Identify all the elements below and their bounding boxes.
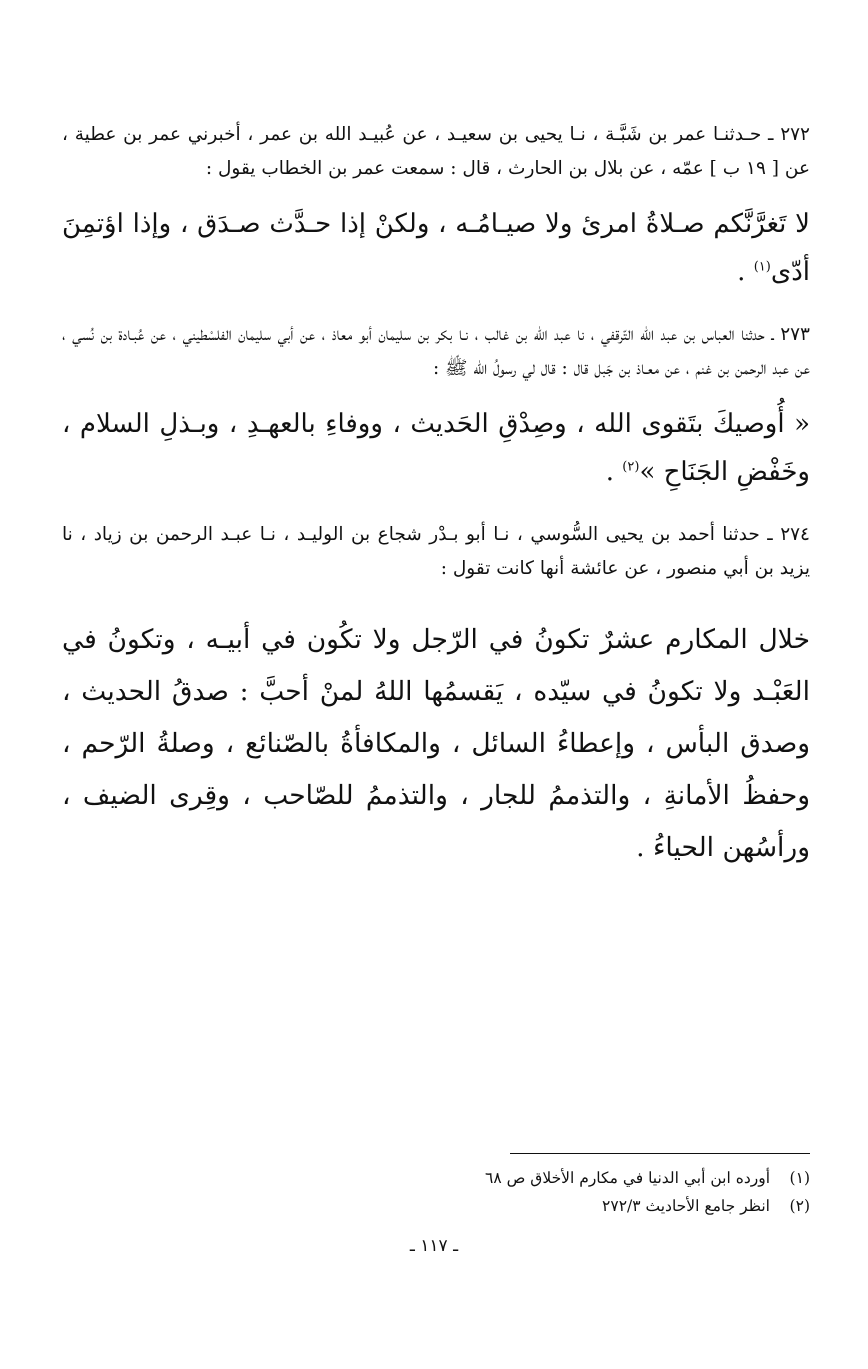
footnote-2-number: (٢)	[789, 1197, 810, 1215]
hadith-272-end: .	[737, 257, 754, 287]
hadith-273-matn: « أُوصيكَ بتَقوى الله ، وصِدْقِ الحَديث ، ووفاءِ بالعهـدِ ، وبـذلِ السلام ، وخَفْضِ الجَنَاحِ »	[62, 409, 810, 487]
hadith-273-isnad: ٢٧٣ ـ حدثنا العباس بن عبد الله التّرقفي ، نا عبد الله بن غالب ، نـا بكر بن سليمان أبو معاذ ، عن أبي سليمان الفلسْطيني ، عن عُبـادة بن نُسي ، عن عبد الرحمن بن غنم ، عن معـاذ بن جَبل قال : قال لي رسولُ الله ﷺ :	[62, 324, 810, 379]
hadith-272-matn-paragraph	[62, 200, 810, 296]
hadith-274-matn: خلال المكارم عشرٌ تكونُ في الرّجل ولا تكُون في أبيـه ، وتكونُ في العَبْـد ولا تكونُ في سيّده ، يَقسمُها اللهُ لمنْ أحبَّ : صدقُ الحديث ، وصدق البأس ، وإعطاءُ السائل ، والمكافأةُ بالصّنائع ، وصلةُ الرّحم ، وحفظُ الأمانةِ ، والتذممُ للجار ، والتذممُ للصّاحب ، وقِرى الضيف ، ورأسُهن الحياءُ .	[62, 624, 810, 863]
hadith-274-isnad: ٢٧٤ ـ حدثنا أحمد بن يحيى السُّوسي ، نـا أبو بـدْر شجاع بن الوليـد ، نـا عبـد الرحمن بن زياد ، نا يزيد بن أبي منصور ، عن عائشة أنها كانت تقول :	[62, 524, 810, 579]
hadith-273-end: .	[605, 457, 623, 487]
hadith-272-isnad: ٢٧٢ ـ حـدثنـا عمر بن شَبَّـة ، نـا يحيى بن سعيـد ، عن عُبيـد الله بن عمر ، أخبرني عمر بن عطية ، عن [ ١٩ ب ] عمّه ، عن بلال بن الحارث ، قال : سمعت عمر بن الخطاب يقول :	[62, 124, 810, 179]
footnote-ref-2: (٢)	[622, 459, 640, 475]
footnote-divider	[510, 1153, 810, 1154]
footnotes-section	[485, 1153, 810, 1220]
footnote-1-text: أورده ابن أبي الدنيا في مكارم الأخلاق ص ٦٨	[485, 1169, 770, 1187]
page-body	[62, 118, 810, 896]
hadith-273-matn-paragraph	[62, 400, 810, 496]
footnote-1	[485, 1164, 810, 1192]
hadith-272-matn: لا تَغرَّنَّكم صـلاةُ امرئ ولا صيـامُـه ، ولكنْ إذا حـدَّث صـدَق ، وإذا اؤتمِنَ أدّى	[62, 209, 810, 287]
footnote-2	[510, 1192, 810, 1220]
footnote-2-text: انظر جامع الأحاديث ٢٧٢/٣	[602, 1197, 770, 1215]
page-number: ـ ١١٧ ـ	[409, 1236, 459, 1256]
footnote-1-number: (١)	[789, 1169, 810, 1187]
footnote-ref-1: (١)	[753, 259, 771, 275]
